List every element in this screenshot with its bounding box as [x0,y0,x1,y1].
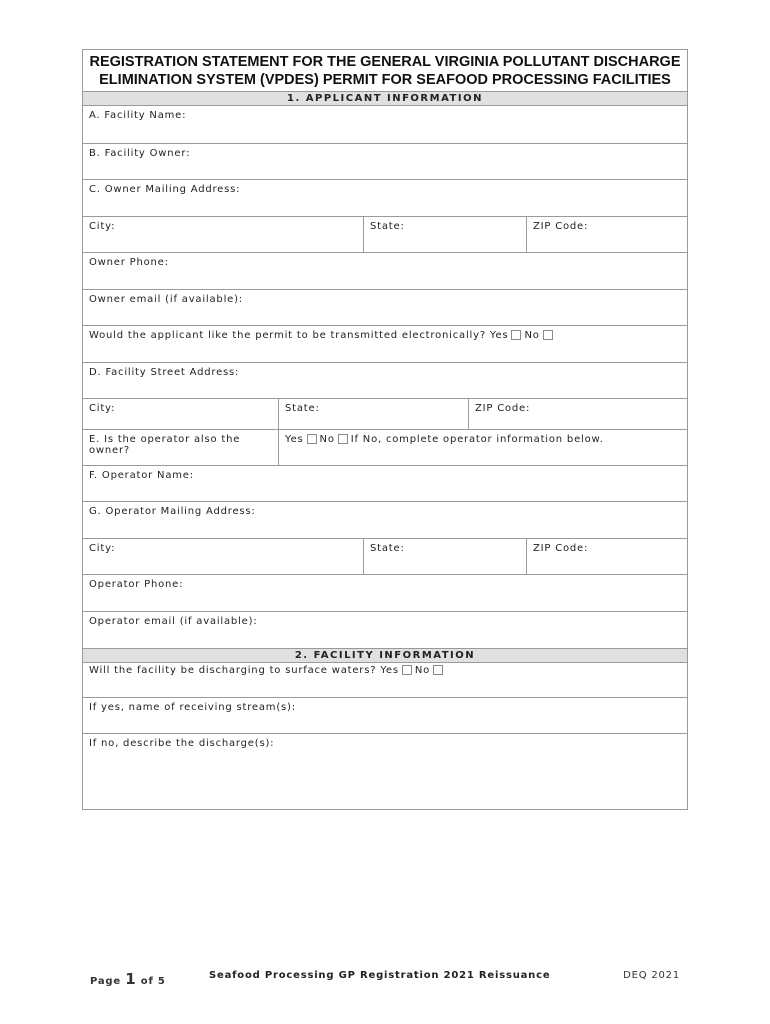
operator-yes-label: Yes [285,434,304,445]
operator-no-checkbox[interactable] [338,434,348,444]
operator-name-label: F. Operator Name: [89,470,194,481]
owner-email-field[interactable] [83,290,687,326]
discharging-yes-checkbox[interactable] [402,665,412,675]
owner-city-state-zip-row [83,217,687,253]
section-header-applicant-information: 1. APPLICANT INFORMATION [83,91,687,106]
owner-state-field[interactable] [363,217,526,252]
section-header-facility-information: 2. FACILITY INFORMATION [83,648,687,663]
owner-zip-label: ZIP Code: [533,221,589,232]
operator-state-label: State: [370,543,405,554]
facility-street-address-field[interactable] [83,363,687,399]
operator-email-label: Operator email (if available): [89,616,258,627]
electronic-yes-checkbox[interactable] [511,330,521,340]
operator-state-field[interactable] [363,539,526,574]
owner-city-field[interactable] [83,217,363,252]
owner-email-label: Owner email (if available): [89,294,243,305]
discharging-no-checkbox[interactable] [433,665,443,675]
describe-discharge-label: If no, describe the discharge(s): [89,738,275,749]
discharging-no-label: No [414,665,431,676]
form-title-line-1: REGISTRATION STATEMENT FOR THE GENERAL VIRGINIA POLLUTANT DISCHARGE [89,54,681,70]
receiving-stream-field[interactable] [83,698,687,734]
facility-city-state-zip-row [83,399,687,430]
facility-zip-label: ZIP Code: [475,403,531,414]
operator-email-field[interactable] [83,612,687,648]
footer-document-title: Seafood Processing GP Registration 2021 Reissuance [209,970,551,981]
facility-name-field[interactable] [83,106,687,144]
page-footer [90,966,680,988]
owner-state-label: State: [370,221,405,232]
facility-city-label: City: [89,403,116,414]
footer-agency-year: DEQ 2021 [623,970,680,981]
receiving-stream-label: If yes, name of receiving stream(s): [89,702,296,713]
facility-street-address-label: D. Facility Street Address: [89,367,240,378]
owner-city-label: City: [89,221,116,232]
electronic-transmission-row [83,326,687,363]
operator-zip-field[interactable] [526,539,687,574]
operator-owner-row [83,430,687,466]
facility-zip-field[interactable] [468,399,687,429]
page-label: Page [90,976,121,987]
facility-state-label: State: [285,403,320,414]
registration-form [82,49,688,810]
operator-yes-checkbox[interactable] [307,434,317,444]
total-pages: 5 [157,976,166,987]
owner-mailing-address-label: C. Owner Mailing Address: [89,184,241,195]
operator-city-label: City: [89,543,116,554]
owner-phone-field[interactable] [83,253,687,290]
operator-if-no-instruction: If No, complete operator information below. [350,434,604,445]
page-number: 1 [125,970,137,988]
operator-mailing-address-label: G. Operator Mailing Address: [89,506,256,517]
facility-name-label: A. Facility Name: [89,110,187,121]
operator-phone-label: Operator Phone: [89,579,184,590]
operator-city-state-zip-row [83,539,687,575]
operator-zip-label: ZIP Code: [533,543,589,554]
operator-phone-field[interactable] [83,575,687,612]
facility-owner-field[interactable] [83,144,687,180]
electronic-no-checkbox[interactable] [543,330,553,340]
operator-city-field[interactable] [83,539,363,574]
operator-is-owner-question: E. Is the operator also the owner? [89,434,241,456]
discharging-row [83,663,687,698]
owner-mailing-address-field[interactable] [83,180,687,217]
facility-state-field[interactable] [278,399,468,429]
form-title-line-2: ELIMINATION SYSTEM (VPDES) PERMIT FOR SEAFOOD PROCESSING FACILITIES [99,72,671,88]
describe-discharge-field[interactable] [83,734,687,809]
owner-zip-field[interactable] [526,217,687,252]
electronic-no-label: No [524,330,540,341]
operator-name-field[interactable] [83,466,687,502]
of-label: of [140,976,154,987]
electronic-transmission-question: Would the applicant like the permit to be transmitted electronically? Yes [89,330,509,341]
operator-no-label: No [319,434,335,445]
operator-mailing-address-field[interactable] [83,502,687,539]
form-title [83,50,687,91]
discharging-question: Will the facility be discharging to surface waters? Yes [89,665,399,676]
facility-city-field[interactable] [83,399,278,429]
page-indicator [90,970,166,988]
owner-phone-label: Owner Phone: [89,257,169,268]
facility-owner-label: B. Facility Owner: [89,148,191,159]
